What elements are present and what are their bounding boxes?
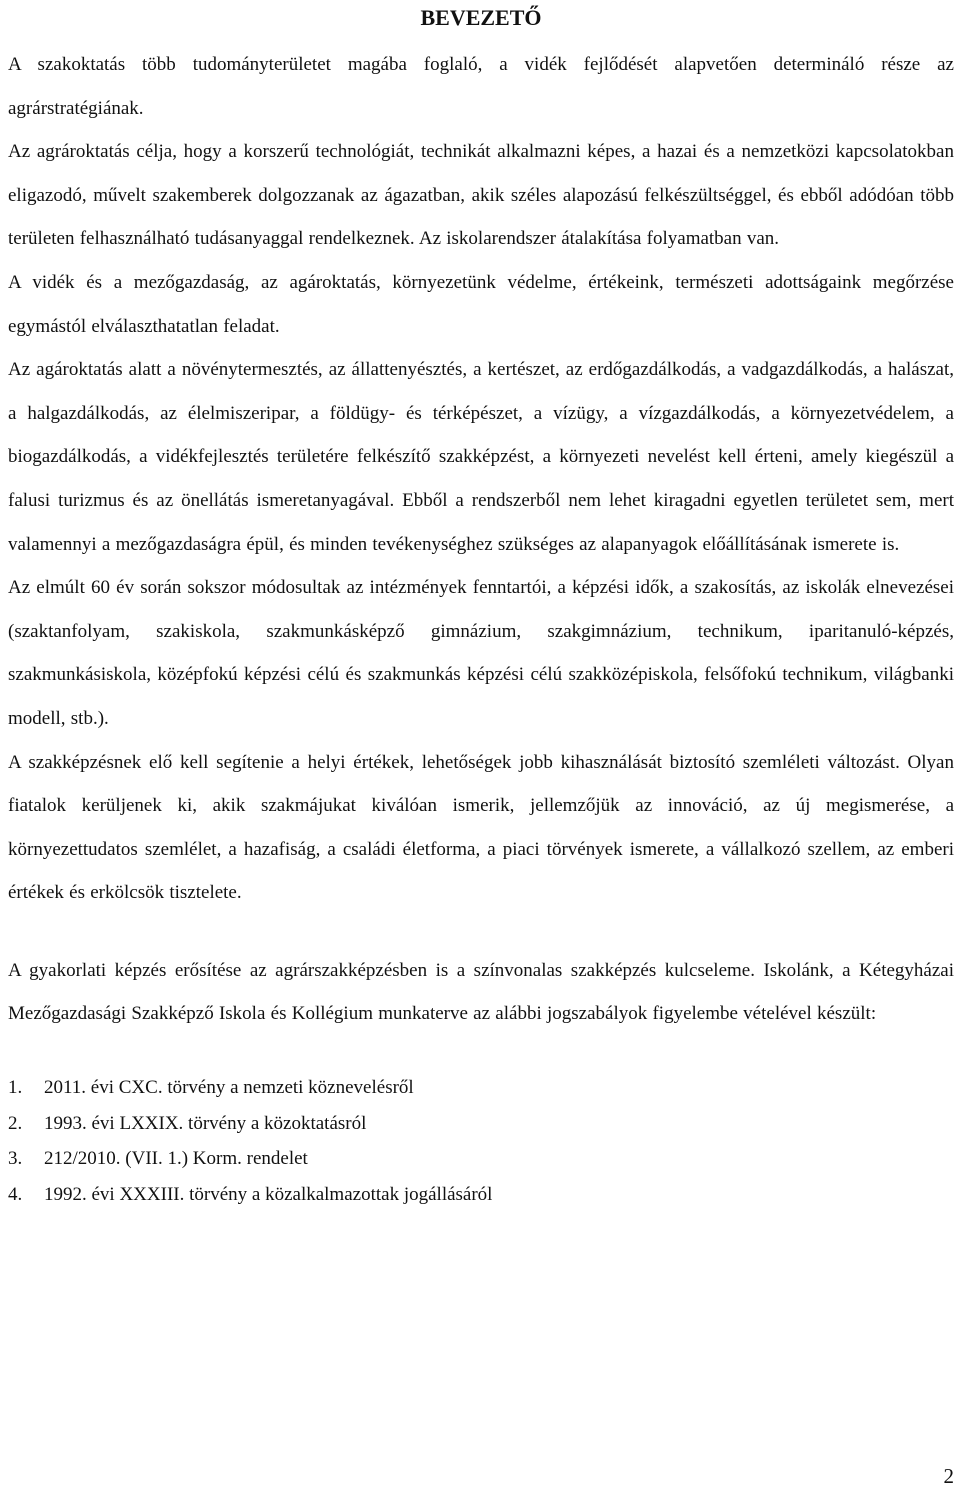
list-item-text: 212/2010. (VII. 1.) Korm. rendelet (44, 1148, 308, 1170)
paragraph-intro: A szakoktatás több tudományterületet magába foglaló, a vidék fejlődését alapvetően determináló része az agrárstratégiának. (8, 54, 954, 119)
paragraph-spacer (8, 915, 954, 949)
paragraph-vocational-values: A szakképzésnek elő kell segítenie a helyi értékek, lehetőségek jobb kihasználását biztosító szemléleti változást. Olyan fiatalok kerüljenek ki, akik szakmájukat kiválóan ismerik, jellemzőjük az innováció, az új megismerése, a környezettudatos szemlélet, a hazafiság, a családi életforma, a piaci törvények ismerete, a vállalkozó szellem, az emberi értékek és erkölcsök tisztelete. (8, 751, 954, 904)
list-item (8, 1177, 954, 1213)
list-item-number: 3. (8, 1148, 23, 1170)
paragraph-practical-training: A gyakorlati képzés erősítése az agrárszakképzésben is a színvonalas szakképzés kulcseleme. Iskolánk, a Kétegyházai Mezőgazdasági Szakképző Iskola és Kollégium munkaterve az alábbi jogszabályok figyelembe vételével készült: (8, 959, 954, 1025)
list-item (8, 1106, 954, 1142)
paragraph-countryside: A vidék és a mezőgazdaság, az agároktatás, környezetünk védelme, értékeink, természeti adottságaink megőrzése egymástól elválaszthatatlan feladat. (8, 271, 954, 337)
list-spacer (8, 1036, 954, 1070)
list-item-number: 1. (8, 1077, 23, 1099)
list-item-number: 2. (8, 1112, 23, 1134)
page-title: BEVEZETŐ (420, 5, 542, 30)
document-page (8, 0, 954, 1212)
list-item (8, 1070, 954, 1106)
paragraph-education-goal: Az agrároktatás célja, hogy a korszerű technológiát, technikát alkalmazni képes, a hazai és a nemzetközi kapcsolatokban eligazodó, művelt szakemberek dolgozzanak az ágazatban, akik széles alapozású felkészültséggel, és ebből adódóan több területen felhasználható tudásanyaggal rendelkeznek. Az iskolarendszer átalakítása folyamatban van. (8, 141, 954, 250)
list-item-text: 2011. évi CXC. törvény a nemzeti köznevelésről (44, 1077, 414, 1099)
legislation-list (8, 1070, 954, 1212)
list-item-number: 4. (8, 1183, 23, 1205)
list-item-text: 1992. évi XXXIII. törvény a közalkalmazottak jogállásáról (44, 1183, 493, 1205)
paragraph-agri-education-scope: Az agároktatás alatt a növénytermesztés, az állattenyésztés, a kertészet, az erdőgazdálkodás, a vadgazdálkodás, a halászat, a halgazdálkodás, az élelmiszeripar, a földügy- és térképészet, a vízügy, a vízgazdálkodás, a környezetvédelem, a biogazdálkodás, a vidékfejlesztés területére felkészítő szakképzést, a környezeti nevelést kell érteni, amely kiegészül a falusi turizmus és az önellátás ismeretanyagával. Ebből a rendszerből nem lehet kiragadni egyetlen területet sem, mert valamennyi a mezőgazdaságra épül, és minden tevékenységhez szükséges az alapanyagok előállításának ismerete is. (8, 359, 954, 555)
list-item (8, 1141, 954, 1177)
list-item-text: 1993. évi LXXIX. törvény a közoktatásról (44, 1112, 367, 1134)
page-number: 2 (943, 1464, 954, 1488)
paragraph-history: Az elmúlt 60 év során sokszor módosultak az intézmények fenntartói, a képzési idők, a szakosítás, az iskolák elnevezései (szaktanfolyam, szakiskola, szakmunkásképző gimnázium, szakgimnázium, technikum, iparitanuló-képzés, szakmunkásiskola, középfokú képzési célú és szakmunkás képzési célú szakközépiskola, felsőfokú technikum, világbanki modell, stb.). (8, 577, 954, 729)
